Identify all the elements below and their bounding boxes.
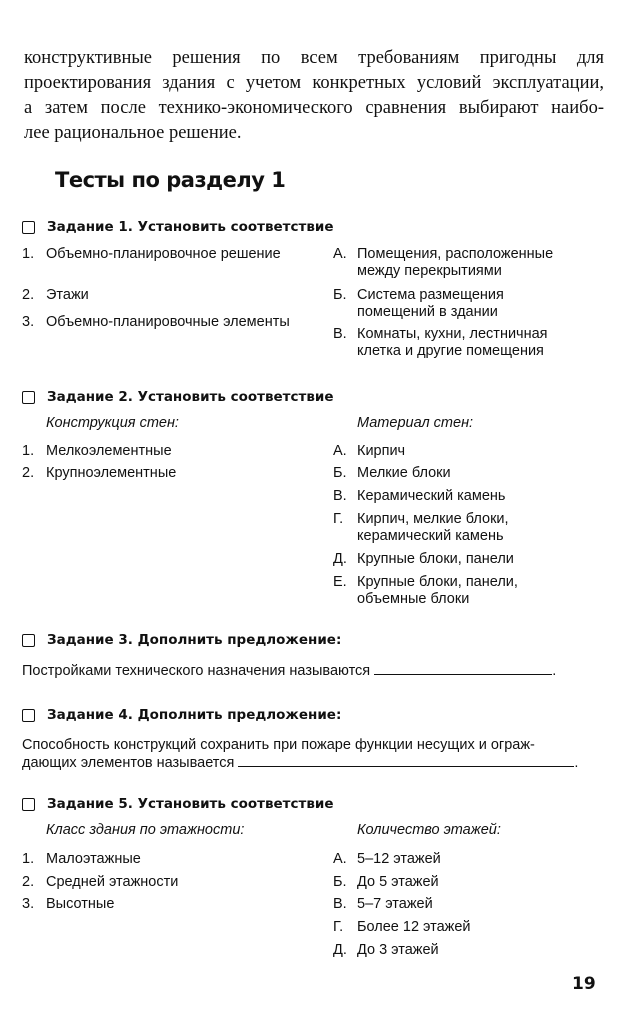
item-number: 2.	[22, 465, 35, 481]
checkbox-icon[interactable]	[22, 391, 35, 404]
task5-right-item-d	[333, 919, 603, 936]
item-letter: А.	[333, 443, 347, 459]
checkbox-icon[interactable]	[22, 709, 35, 722]
task2-left-item-2	[22, 465, 322, 482]
task5-right-item-a	[333, 851, 603, 868]
task2-right-item-f	[333, 574, 603, 608]
item-text: Средней этажности	[46, 874, 179, 890]
task5-heading-text: Задание 5. Установить соответствие	[47, 796, 334, 812]
item-number: 2.	[22, 287, 35, 303]
answer-blank[interactable]	[374, 662, 552, 675]
intro-line: лее рациональное решение.	[24, 123, 242, 143]
item-text: Более 12 этажей	[357, 919, 471, 935]
task2-right-item-d	[333, 511, 603, 545]
checkbox-icon[interactable]	[22, 798, 35, 811]
task2-heading-text: Задание 2. Установить соответствие	[47, 389, 334, 405]
item-number: 3.	[22, 314, 35, 330]
task1-heading-text: Задание 1. Установить соответствие	[47, 219, 334, 235]
item-text: Помещения, расположенные между перекрытиями	[357, 246, 554, 279]
item-letter: В.	[333, 326, 347, 342]
sentence-end: .	[574, 755, 579, 771]
item-text: 5–7 этажей	[357, 896, 433, 912]
task5-right-item-c	[333, 896, 603, 913]
intro-line: конструктивные решения по всем требованиям пригодны для	[24, 48, 604, 68]
task2-right-item-b	[333, 465, 603, 482]
task1-right-item-c	[333, 326, 603, 360]
task5-left-title: Класс здания по этажности:	[46, 822, 245, 838]
task2-right-item-a	[333, 443, 603, 460]
item-text: Объемно-планировочное решение	[46, 246, 281, 262]
item-number: 1.	[22, 443, 35, 459]
task1-left-item-3	[22, 314, 322, 331]
sentence-end: .	[552, 663, 557, 679]
item-text: Этажи	[46, 287, 89, 303]
task4-sentence	[22, 737, 597, 772]
item-number: 2.	[22, 874, 35, 890]
item-number: 1.	[22, 851, 35, 867]
item-letter: Б.	[333, 465, 347, 481]
answer-blank[interactable]	[238, 754, 574, 767]
item-text: До 3 этажей	[357, 942, 439, 958]
checkbox-icon[interactable]	[22, 634, 35, 647]
item-text: До 5 этажей	[357, 874, 439, 890]
item-text: Комнаты, кухни, лестничная клетка и другие помещения	[357, 326, 548, 359]
task4-heading	[22, 707, 341, 723]
item-letter: Д.	[333, 942, 347, 958]
item-text: Керамический камень	[357, 488, 506, 504]
intro-line: а затем после технико-экономического сравнения выбирают наибо-	[24, 98, 604, 118]
item-number: 1.	[22, 246, 35, 262]
task5-left-item-1	[22, 851, 322, 868]
item-text: Мелкие блоки	[357, 465, 451, 481]
task2-left-title: Конструкция стен:	[46, 415, 179, 431]
item-number: 3.	[22, 896, 35, 912]
task3-heading	[22, 632, 341, 648]
task1-right-item-a	[333, 246, 603, 280]
item-text: Кирпич, мелкие блоки, керамический камень	[357, 511, 509, 544]
task1-left-item-1	[22, 246, 322, 263]
task5-right-title: Количество этажей:	[357, 822, 501, 838]
task2-right-title: Материал стен:	[357, 415, 474, 431]
task1-left-item-2	[22, 287, 322, 304]
item-text: Крупноэлементные	[46, 465, 177, 481]
item-text: Мелкоэлементные	[46, 443, 172, 459]
task5-heading	[22, 796, 333, 812]
item-letter: Б.	[333, 287, 347, 303]
item-letter: Б.	[333, 874, 347, 890]
task3-sentence	[22, 662, 556, 680]
item-letter: В.	[333, 896, 347, 912]
item-letter: Г.	[333, 919, 344, 935]
task2-heading	[22, 389, 333, 405]
task5-right-item-b	[333, 874, 603, 891]
checkbox-icon[interactable]	[22, 221, 35, 234]
item-text: Кирпич	[357, 443, 406, 459]
item-letter: В.	[333, 488, 347, 504]
task2-right-item-e	[333, 551, 603, 568]
intro-paragraph	[24, 46, 604, 146]
section-title: Тесты по разделу 1	[55, 168, 286, 192]
item-text: Малоэтажные	[46, 851, 141, 867]
intro-line: проектирования здания с учетом конкретных условий эксплуатации,	[24, 73, 604, 93]
task4-heading-text: Задание 4. Дополнить предложение:	[47, 707, 342, 723]
task4-line2: дающих элементов называется	[22, 755, 235, 771]
item-text: Крупные блоки, панели, объемные блоки	[357, 574, 518, 607]
task3-heading-text: Задание 3. Дополнить предложение:	[47, 632, 342, 648]
item-text: Высотные	[46, 896, 115, 912]
item-letter: Е.	[333, 574, 347, 590]
item-text: Система размещения помещений в здании	[357, 287, 504, 320]
item-text: 5–12 этажей	[357, 851, 441, 867]
page-number: 19	[572, 974, 596, 994]
item-letter: А.	[333, 851, 347, 867]
item-letter: Д.	[333, 551, 347, 567]
item-letter: Г.	[333, 511, 344, 527]
task5-right-item-e	[333, 942, 603, 959]
task1-heading	[22, 219, 333, 235]
task5-left-item-2	[22, 874, 322, 891]
item-text: Объемно-планировочные элементы	[46, 314, 290, 330]
task3-text: Постройками технического назначения называются	[22, 663, 371, 679]
task5-left-item-3	[22, 896, 322, 913]
item-letter: А.	[333, 246, 347, 262]
task4-line1: Способность конструкций сохранить при пожаре функции несущих и ограж-	[22, 737, 535, 753]
item-text: Крупные блоки, панели	[357, 551, 514, 567]
task2-left-item-1	[22, 443, 322, 460]
task1-right-item-b	[333, 287, 603, 321]
task2-right-item-c	[333, 488, 603, 505]
